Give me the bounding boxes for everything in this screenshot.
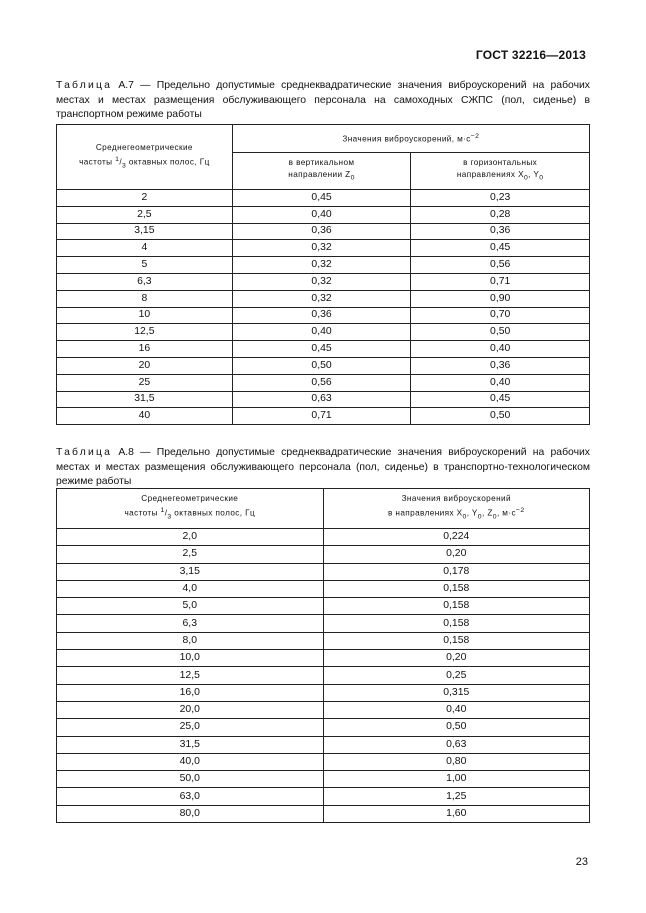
value-cell: 0,71: [232, 408, 411, 425]
caption-text: А.8 — Предельно допустимые среднеквадратические значения виброускорений на рабочих местах и местах размещения обслуживающего персонала (пол, сиденье) в транспортно-технологическом режиме работы: [56, 447, 590, 488]
frequency-cell: 3,15: [57, 563, 324, 580]
table-a7-caption: [56, 79, 590, 123]
value-cell: 0,224: [323, 529, 589, 546]
frequency-cell: 31,5: [57, 736, 324, 753]
value-cell: 0,158: [323, 615, 589, 632]
value-cell: 0,32: [232, 273, 411, 290]
frequency-cell: 63,0: [57, 788, 324, 805]
value-cell: 0,20: [323, 650, 589, 667]
table-row: [57, 615, 590, 632]
table-row: [57, 753, 590, 770]
table-header-row: [57, 489, 590, 529]
value-cell: 0,36: [232, 307, 411, 324]
frequency-cell: 6,3: [57, 273, 233, 290]
value-cell: 0,80: [323, 753, 589, 770]
value-cell: 0,315: [323, 684, 589, 701]
frequency-cell: 5: [57, 257, 233, 274]
value-cell: 0,178: [323, 563, 589, 580]
value-cell: 0,56: [411, 257, 590, 274]
frequency-cell: 6,3: [57, 615, 324, 632]
value-cell: 1,60: [323, 805, 589, 822]
value-cell: 0,23: [411, 190, 590, 207]
table-row: [57, 290, 590, 307]
table-row: [57, 719, 590, 736]
frequency-cell: 2,0: [57, 529, 324, 546]
value-cell: 0,63: [323, 736, 589, 753]
column-header-frequency: Среднегеометрические частоты $^1/_3$ октавных полос, Гц: [57, 125, 233, 190]
table-row: [57, 650, 590, 667]
value-cell: 0,40: [411, 341, 590, 358]
column-header-values: Значения виброускорений в направлениях $X_0$, $Y_0$, $Z_0$, $м\cdot с^{-2}$: [323, 489, 589, 529]
value-cell: 1,25: [323, 788, 589, 805]
frequency-cell: 12,5: [57, 667, 324, 684]
table-row: [57, 357, 590, 374]
value-cell: 1,00: [323, 771, 589, 788]
value-cell: 0,158: [323, 598, 589, 615]
frequency-cell: 2,5: [57, 546, 324, 563]
value-cell: 0,63: [232, 391, 411, 408]
page-number: 23: [575, 856, 588, 868]
caption-label: Таблица: [56, 447, 113, 458]
table-row: [57, 307, 590, 324]
table-row: [57, 206, 590, 223]
column-header-frequency: Среднегеометрические частоты $^1/_3$ октавных полос, Гц: [57, 489, 324, 529]
column-group-header: Значения виброускорений, $м\cdot с^{-2}$: [232, 125, 589, 153]
frequency-cell: 4: [57, 240, 233, 257]
frequency-cell: 2: [57, 190, 233, 207]
value-cell: 0,36: [232, 223, 411, 240]
value-cell: 0,45: [411, 240, 590, 257]
frequency-cell: 10,0: [57, 650, 324, 667]
table-row: [57, 563, 590, 580]
column-header-horizontal: в горизонтальных направлениях $X_0$, $Y_0$: [411, 153, 590, 190]
frequency-cell: 12,5: [57, 324, 233, 341]
table-row: [57, 701, 590, 718]
frequency-cell: 80,0: [57, 805, 324, 822]
table-row: [57, 529, 590, 546]
table-row: [57, 598, 590, 615]
document-code: ГОСТ 32216—2013: [475, 48, 586, 62]
value-cell: 0,40: [411, 374, 590, 391]
frequency-cell: 16,0: [57, 684, 324, 701]
table-row: [57, 667, 590, 684]
frequency-cell: 40,0: [57, 753, 324, 770]
caption-text: А.7 — Предельно допустимые среднеквадратические значения виброускорений на рабочих местах и местах размещения обслуживающего персонала на самоходных СЖПС (пол, сиденье) в транспортном режиме работы: [56, 80, 590, 121]
value-cell: 0,28: [411, 206, 590, 223]
value-cell: 0,40: [232, 324, 411, 341]
table-row: [57, 273, 590, 290]
table-row: [57, 736, 590, 753]
table-row: [57, 223, 590, 240]
value-cell: 0,71: [411, 273, 590, 290]
table-row: [57, 788, 590, 805]
table-row: [57, 805, 590, 822]
value-cell: 0,50: [323, 719, 589, 736]
value-cell: 0,32: [232, 290, 411, 307]
table-header-row: [57, 125, 590, 153]
value-cell: 0,36: [411, 223, 590, 240]
table-row: [57, 341, 590, 358]
frequency-cell: 3,15: [57, 223, 233, 240]
table-row: [57, 408, 590, 425]
value-cell: 0,40: [323, 701, 589, 718]
frequency-cell: 40: [57, 408, 233, 425]
value-cell: 0,36: [411, 357, 590, 374]
frequency-cell: 50,0: [57, 771, 324, 788]
value-cell: 0,32: [232, 240, 411, 257]
frequency-cell: 25,0: [57, 719, 324, 736]
value-cell: 0,32: [232, 257, 411, 274]
table-a7: [56, 124, 590, 425]
frequency-cell: 8: [57, 290, 233, 307]
table-row: [57, 771, 590, 788]
value-cell: 0,40: [232, 206, 411, 223]
value-cell: 0,158: [323, 632, 589, 649]
table-row: [57, 580, 590, 597]
value-cell: 0,50: [232, 357, 411, 374]
frequency-cell: 8,0: [57, 632, 324, 649]
value-cell: 0,50: [411, 408, 590, 425]
table-row: [57, 257, 590, 274]
frequency-cell: 4,0: [57, 580, 324, 597]
value-cell: 0,90: [411, 290, 590, 307]
table-row: [57, 190, 590, 207]
frequency-cell: 10: [57, 307, 233, 324]
frequency-cell: 25: [57, 374, 233, 391]
frequency-cell: 31,5: [57, 391, 233, 408]
value-cell: 0,45: [232, 190, 411, 207]
value-cell: 0,56: [232, 374, 411, 391]
value-cell: 0,45: [411, 391, 590, 408]
value-cell: 0,158: [323, 580, 589, 597]
table-row: [57, 684, 590, 701]
frequency-cell: 20: [57, 357, 233, 374]
caption-label: Таблица: [56, 80, 113, 91]
table-row: [57, 324, 590, 341]
column-header-vertical: в вертикальном направлении $Z_0$: [232, 153, 411, 190]
value-cell: 0,70: [411, 307, 590, 324]
table-a8-caption: [56, 446, 590, 490]
table-a8: [56, 488, 590, 823]
value-cell: 0,50: [411, 324, 590, 341]
value-cell: 0,20: [323, 546, 589, 563]
value-cell: 0,45: [232, 341, 411, 358]
table-row: [57, 240, 590, 257]
table-row: [57, 632, 590, 649]
frequency-cell: 5,0: [57, 598, 324, 615]
table-row: [57, 374, 590, 391]
frequency-cell: 2,5: [57, 206, 233, 223]
table-row: [57, 546, 590, 563]
frequency-cell: 16: [57, 341, 233, 358]
value-cell: 0,25: [323, 667, 589, 684]
table-row: [57, 391, 590, 408]
frequency-cell: 20,0: [57, 701, 324, 718]
